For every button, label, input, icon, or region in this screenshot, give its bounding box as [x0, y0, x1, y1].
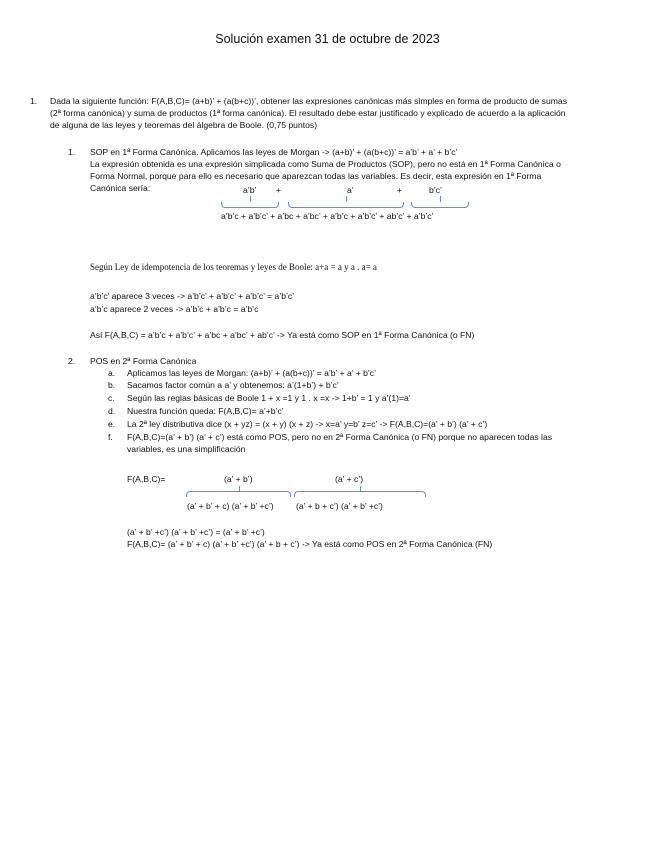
- pos-item-marker: b.: [108, 380, 116, 390]
- brace-pos-term-1: [186, 491, 291, 497]
- sop-line-3: Forma Normal, porque para ello es necesario que aparezcan todas las variables. Es decir, esta expresión en 1ª Forma: [90, 171, 542, 181]
- pos-number: 2.: [68, 356, 76, 366]
- pos-item-text: Según las reglas básicas de Boole 1 + x =1 y 1 . x =x -> 1+b’ = 1 y a’(1)=a’: [127, 393, 411, 403]
- brace-term-2: [288, 202, 404, 208]
- pos-item-marker: f.: [108, 432, 113, 442]
- sop-plus-1: +: [276, 185, 282, 195]
- pos-item-text: Sacamos factor común a a’ y obtenemos: a’(1+b’) + b’c’: [127, 380, 339, 390]
- pos-f-term-2: (a’ + c’): [335, 474, 364, 484]
- pos-item-text: F(A,B,C)=(a’ + b’) (a’ + c’) está como POS, pero no en 2ª Forma Canónica (o FN) porque no aparecen todas las: [127, 432, 553, 442]
- pos-item-marker: a.: [108, 368, 116, 378]
- question-number: 1.: [30, 96, 38, 106]
- brace-pos-term-2: [294, 491, 426, 497]
- sop-term-2: a’: [347, 185, 354, 195]
- brace-term-1: [221, 202, 279, 208]
- pos-item-text: Nuestra función queda: F(A,B,C)= a’+b’c’: [127, 406, 284, 416]
- question-text-line-1: Dada la siguiente función: F(A,B,C)= (a+b)’ + (a(b+c))’, obtener las expresiones canónicas más simples en forma de producto de sumas: [50, 96, 567, 106]
- pos-expansion-1: (a’ + b’ + c) (a’ + b’ +c’): [187, 501, 274, 511]
- idempotence-law: Según Ley de idempotencia de los teoremas y leyes de Boole: a+a = a y a . a= a: [90, 262, 377, 272]
- repetition-line-1: a’b’c’ aparece 3 veces -> a’b’c’ + a’b’c’ + a’b’c’ = a’b’c’: [90, 291, 295, 301]
- pos-item-marker: e.: [108, 419, 116, 429]
- pos-idempotence-line: (a’ + b’ +c’) (a’ + b’ +c’) = (a’ + b’ +c’): [127, 527, 265, 537]
- sop-plus-2: +: [397, 185, 403, 195]
- sop-term-3: b’c’: [429, 185, 442, 195]
- sop-line-1: SOP en 1ª Forma Canónica. Aplicamos las leyes de Morgan -> (a+b)’ + (a(b+c))’ = a’b’ + a’ + b’c’: [90, 147, 458, 157]
- repetition-line-2: a’b’c aparece 2 veces -> a’b’c + a’b’c = a’b’c: [90, 304, 259, 314]
- sop-final: Así F(A,B,C) = a’b’c + a’b’c’ + a’bc + a’bc’ + ab’c’ -> Ya está como SOP en 1ª Forma Canónica (o FN): [90, 330, 475, 340]
- question-text-line-3: de alguna de las leyes y teoremas del álgebra de Boole. (0,75 puntos): [50, 120, 318, 130]
- pos-f-label: F(A,B,C)=: [127, 474, 166, 484]
- pos-heading: POS en 2ª Forma Canónica: [90, 356, 197, 366]
- pos-item-marker: c.: [108, 393, 115, 403]
- sop-line-2: La expresión obtenida es una expresión simplicada como Suma de Productos (SOP), pero no está en 1ª Forma Canónica o: [90, 159, 561, 169]
- pos-item-marker: d.: [108, 406, 116, 416]
- pos-item-text-cont: variables, es una simplificación: [127, 444, 246, 454]
- pos-final: F(A,B,C)= (a’ + b’ + c) (a’ + b’ +c’) (a’ + b + c’) -> Ya está como POS en 2ª Forma Canónica (FN): [127, 539, 493, 549]
- document-title: Solución examen 31 de octubre de 2023: [215, 32, 440, 46]
- brace-term-3: [411, 202, 469, 208]
- sop-expanded: a’b’c + a’b’c’ + a’bc + a’bc’ + a’b’c + a’b’c’ + ab’c’ + a’b’c’: [221, 211, 434, 221]
- pos-expansion-2: (a’ + b + c’) (a’ + b’ +c’): [296, 501, 383, 511]
- pos-f-term-1: (a’ + b’): [224, 474, 253, 484]
- sop-line-4: Canónica sería:: [90, 183, 151, 193]
- sop-term-1: a’b’: [243, 185, 257, 195]
- question-text-line-2: (2ª forma canónica) y suma de productos (1ª forma canónica). El resultado debe estar justificado y explicado de acuerdo a la aplicación: [50, 108, 566, 118]
- pos-item-text: Aplicamos las leyes de Morgan: (a+b)’ + (a(b+c))’ = a’b’ + a’ + b’c’: [127, 368, 377, 378]
- sop-number: 1.: [68, 147, 76, 157]
- pos-item-text: La 2ª ley distributiva dice (x + yz) = (x + y) (x + z) -> x=a’ y=b’ z=c’ -> F(A,B,C)=(a’ + b’) (a’ + c’): [127, 419, 488, 429]
